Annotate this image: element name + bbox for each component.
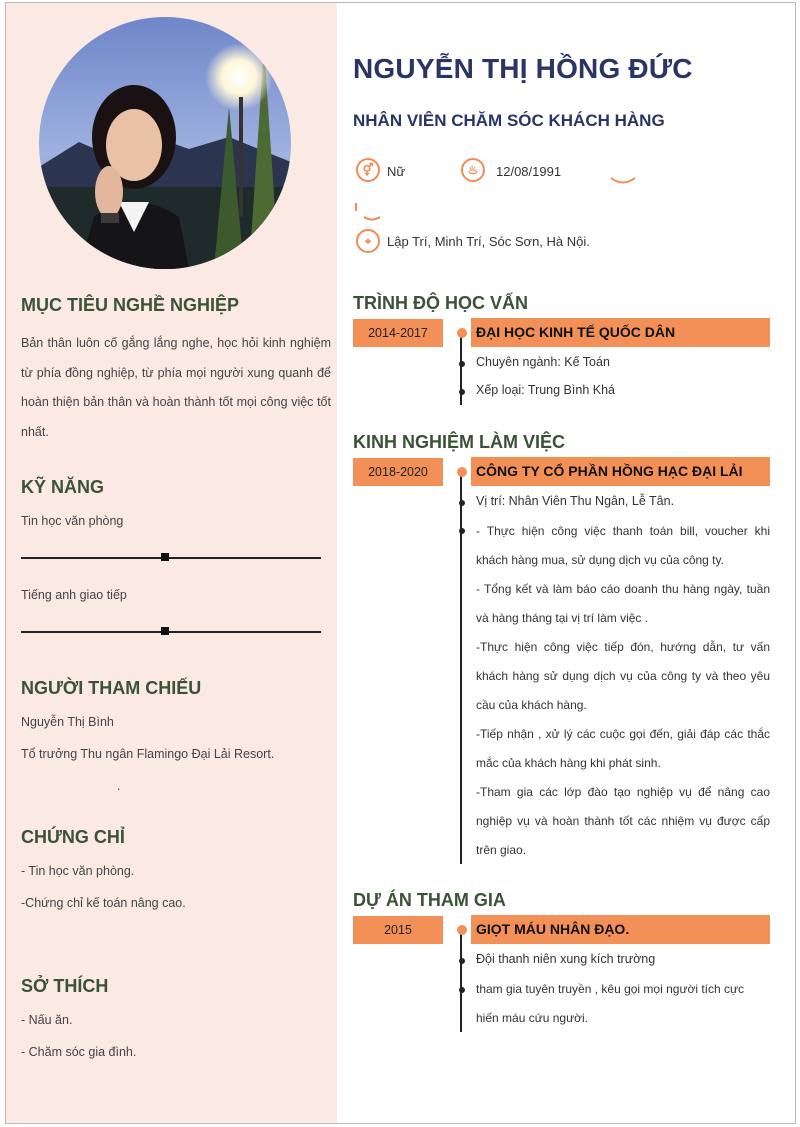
skill-label-english: Tiếng anh giao tiếp	[21, 588, 127, 602]
hobby-item: - Nấu ăn.	[21, 1013, 73, 1027]
objective-text: Bản thân luôn cố gắng lắng nghe, học hỏi kinh nghiệm từ phía đồng nghiệp, từ phía mọi người xung quanh để hoàn thiện bản thân và hoàn thành tốt mọi công việc tốt nhất.	[21, 336, 331, 439]
certificates-heading: CHỨNG CHỈ	[21, 827, 125, 847]
experience-date: 2018-2020	[353, 458, 443, 486]
bullet-dot	[459, 528, 465, 534]
certificate-item: - Tin học văn phòng.	[21, 864, 135, 878]
education-major: Chuyên ngành: Kế Toán	[476, 355, 610, 369]
bullet-dot	[459, 361, 465, 367]
education-heading: TRÌNH ĐỘ HỌC VẤN	[353, 293, 528, 313]
project-date: 2015	[353, 916, 443, 944]
objective-heading: MỤC TIÊU NGHỀ NGHIỆP	[21, 295, 240, 315]
icon-fragment	[609, 175, 637, 187]
bullet-dot	[459, 500, 465, 506]
certificate-item: -Chứng chỉ kế toán nâng cao.	[21, 896, 186, 910]
left-sidebar	[6, 3, 337, 1123]
references-heading: NGƯỜI THAM CHIẾU	[21, 678, 202, 698]
cv-page	[5, 2, 796, 1124]
bullet-dot	[459, 389, 465, 395]
bullet-dot	[459, 958, 465, 964]
reference-dot: .	[117, 779, 121, 793]
bullet-dot	[459, 987, 465, 993]
duty-item: - Tổng kết và làm báo cáo doanh thu hàng ngày, tuần và hàng tháng tại vị trí làm việc .	[476, 582, 770, 625]
duty-item: - Thực hiện công việc thanh toán bill, voucher khi khách hàng mua, sử dụng dịch vụ của công ty.	[476, 524, 770, 567]
reference-role: Tổ trưởng Thu ngân Flamingo Đại Lải Resort.	[21, 747, 275, 761]
timeline-dot	[457, 925, 467, 935]
timeline-dot	[457, 328, 467, 338]
skill-bar-english	[21, 631, 321, 633]
cake-icon: ♨	[461, 158, 485, 182]
duty-item: -Tiếp nhận , xử lý các cuộc gọi đến, giải đáp các thắc mắc của khách hàng khi phát sinh.	[476, 727, 770, 770]
icon-fragment	[354, 199, 384, 223]
project-line-2: tham gia tuyên truyền , kêu gọi mọi người tích cực hiến máu cứu người.	[476, 982, 745, 1025]
gender-icon: ⚥	[356, 158, 380, 182]
skills-heading: KỸ NĂNG	[21, 477, 105, 497]
experience-company: CÔNG TY CỔ PHẦN HỒNG HẠC ĐẠI LẢI	[476, 463, 743, 479]
project-name: GIỌT MÁU NHÂN ĐẠO.	[476, 921, 630, 937]
full-name: NGUYỄN THỊ HỒNG ĐỨC	[353, 53, 693, 84]
skill-label-office: Tin học văn phòng	[21, 514, 124, 528]
address-value: Lập Trí, Minh Trí, Sóc Sơn, Hà Nội.	[387, 234, 590, 249]
skill-level-marker	[161, 627, 169, 635]
experience-heading: KINH NGHIỆM LÀM VIỆC	[353, 432, 566, 452]
job-title: NHÂN VIÊN CHĂM SÓC KHÁCH HÀNG	[353, 111, 665, 130]
dob-value: 12/08/1991	[496, 164, 562, 179]
skill-level-marker	[161, 553, 169, 561]
hobby-item: - Chăm sóc gia đình.	[21, 1045, 137, 1059]
experience-position: Vị trí: Nhân Viên Thu Ngân, Lễ Tân.	[476, 494, 675, 508]
duty-item: -Tham gia các lớp đào tạo nghiệp vụ để nâng cao nghiệp vụ và hoàn thành tốt các nhiệm vụ được cấp trên giao.	[476, 785, 770, 857]
projects-heading: DỰ ÁN THAM GIA	[353, 890, 506, 910]
skill-bar-office	[21, 557, 321, 559]
education-school: ĐẠI HỌC KINH TẾ QUỐC DÂN	[476, 324, 676, 340]
hobbies-heading: SỞ THÍCH	[21, 976, 109, 996]
reference-name: Nguyễn Thị Bình	[21, 715, 114, 729]
project-line-1: Đội thanh niên xung kích trường	[476, 952, 656, 966]
duty-item: -Thực hiện công việc tiếp đón, hướng dẫn, tư vấn khách hàng sử dụng dịch vụ của công ty và theo yêu cầu của khách hàng.	[476, 640, 770, 712]
timeline-dot	[457, 467, 467, 477]
education-date: 2014-2017	[353, 319, 443, 347]
education-grade: Xếp loại: Trung Bình Khá	[476, 383, 615, 397]
timeline-line	[460, 930, 462, 1032]
gender-value: Nữ	[387, 164, 406, 179]
experience-duties	[476, 517, 770, 865]
avatar	[39, 17, 291, 269]
location-icon: ⌖	[356, 229, 380, 253]
